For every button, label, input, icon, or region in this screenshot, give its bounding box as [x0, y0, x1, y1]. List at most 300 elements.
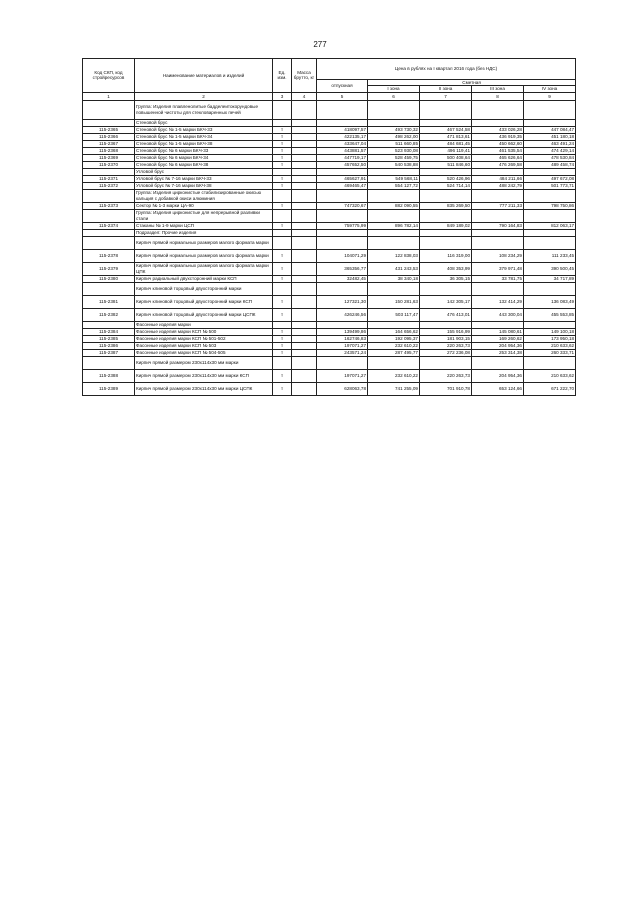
cell-zone1: 232 610,22 [368, 369, 420, 382]
cell-unit: т [273, 369, 292, 382]
group-title: Угловой брус [135, 168, 273, 175]
header-index: 9 [524, 92, 576, 100]
cell-mass [292, 161, 317, 168]
cell-release: 32482,45 [317, 275, 368, 282]
header-code: Код СКП, код стройресурсов [83, 59, 135, 93]
cell-zone1: 896 782,14 [368, 222, 420, 229]
header-index: 4 [292, 92, 317, 100]
cell-code: 115-2388 [83, 369, 135, 382]
cell-zone1: 523 930,08 [368, 147, 420, 154]
empty-cell [292, 100, 317, 119]
cell-mass [292, 349, 317, 356]
empty-cell [273, 100, 292, 119]
empty-cell [420, 209, 472, 222]
cell-code: 115-2366 [83, 133, 135, 140]
table-row [83, 147, 576, 154]
table-row [83, 308, 576, 321]
cell-mass [292, 369, 317, 382]
cell-release: 443881,57 [317, 147, 368, 154]
empty-cell [524, 321, 576, 328]
cell-zone1: 287 495,77 [368, 349, 420, 356]
cell-zone1: 741 255,09 [368, 382, 420, 395]
cell-zone2: 520 426,96 [420, 175, 472, 182]
cell-mass [292, 382, 317, 395]
cell-unit: т [273, 262, 292, 275]
header-index: 6 [368, 92, 420, 100]
empty-cell [524, 209, 576, 222]
cell-name: Сектор № 1-3 марки ЦА-90 [135, 202, 273, 209]
cell-zone3: 484 211,66 [472, 175, 524, 182]
cell-name: Кирпич прямой нормальных размеров малого формата марки ЦПК [135, 262, 273, 275]
cell-code: 115-2385 [83, 335, 135, 342]
cell-zone4: 474 429,14 [524, 147, 576, 154]
cell-zone4: 463 491,24 [524, 140, 576, 147]
cell-zone3: 777 211,33 [472, 202, 524, 209]
cell-name: Кирпич прямой нормальных размеров малого формата марки [135, 249, 273, 262]
cell-mass [292, 175, 317, 182]
cell-zone1: 511 660,85 [368, 140, 420, 147]
cell-mass [292, 126, 317, 133]
empty-cell [420, 282, 472, 295]
empty-cell [524, 100, 576, 119]
cell-unit: т [273, 222, 292, 229]
cell-name: Угловой брус № 7-16 марки БКЧ-38 [135, 182, 273, 189]
header-index: 2 [135, 92, 273, 100]
empty-cell [83, 356, 135, 369]
empty-cell [83, 119, 135, 126]
header-index: 1 [83, 92, 135, 100]
empty-cell [317, 229, 368, 236]
cell-zone2: 408 353,99 [420, 262, 472, 275]
group-title: Группа: Изделия цирконистые для непрерывной разливки стали [135, 209, 273, 222]
cell-zone4: 497 672,08 [524, 175, 576, 182]
cell-release: 759775,99 [317, 222, 368, 229]
cell-zone1: 498 262,00 [368, 133, 420, 140]
cell-zone2: 511 846,60 [420, 161, 472, 168]
cell-unit: т [273, 147, 292, 154]
empty-cell [83, 229, 135, 236]
empty-cell [368, 100, 420, 119]
header-unit: Ед. изм. [273, 59, 292, 93]
page-number: 277 [313, 40, 327, 49]
cell-code: 115-2368 [83, 147, 135, 154]
table-row [83, 342, 576, 349]
cell-release: 426246,56 [317, 308, 368, 321]
group-row [83, 236, 576, 249]
empty-cell [472, 356, 524, 369]
header-estimate: Сметная [368, 80, 576, 86]
empty-cell [83, 100, 135, 119]
cell-zone3: 436 919,35 [472, 133, 524, 140]
table-row [83, 140, 576, 147]
cell-zone2: 849 189,02 [420, 222, 472, 229]
cell-unit: т [273, 295, 292, 308]
header-index: 5 [317, 92, 368, 100]
table-row [83, 249, 576, 262]
empty-cell [524, 229, 576, 236]
cell-name: Стеновой брус № 1-5 марки БКЧ-33 [135, 126, 273, 133]
cell-zone3: 253 314,38 [472, 349, 524, 356]
cell-zone1: 493 730,32 [368, 126, 420, 133]
price-table [82, 58, 576, 396]
empty-cell [292, 119, 317, 126]
empty-cell [292, 168, 317, 175]
cell-name: Стеновой брус № 1-5 марки БКЧ-38 [135, 140, 273, 147]
empty-cell [368, 236, 420, 249]
empty-cell [273, 356, 292, 369]
cell-zone4: 455 553,85 [524, 308, 576, 321]
cell-name: Стеновой брус № 6 марки БКЧ-34 [135, 154, 273, 161]
cell-name: Кирпич клиновой торцовый двухсторонний марки ЦСПК [135, 308, 273, 321]
cell-release: 197071,27 [317, 342, 368, 349]
table-row [83, 126, 576, 133]
cell-code: 115-2373 [83, 202, 135, 209]
cell-zone4: 111 233,45 [524, 249, 576, 262]
cell-zone1: 122 838,03 [368, 249, 420, 262]
cell-name: Фасонные изделия марки КСП № 503 [135, 342, 273, 349]
empty-cell [524, 119, 576, 126]
empty-cell [317, 189, 368, 202]
empty-cell [83, 189, 135, 202]
empty-cell [317, 209, 368, 222]
cell-mass [292, 154, 317, 161]
cell-release: 197071,27 [317, 369, 368, 382]
header-index-row [83, 92, 576, 100]
empty-cell [83, 209, 135, 222]
empty-cell [524, 189, 576, 202]
group-row [83, 189, 576, 202]
group-row [83, 119, 576, 126]
empty-cell [317, 119, 368, 126]
cell-zone2: 467 524,58 [420, 126, 472, 133]
table-row [83, 133, 576, 140]
header-index: 3 [273, 92, 292, 100]
empty-cell [83, 321, 135, 328]
empty-cell [292, 356, 317, 369]
cell-name: Стеновой брус № 6 марки БКЧ-33 [135, 147, 273, 154]
cell-zone1: 528 459,75 [368, 154, 420, 161]
empty-cell [524, 168, 576, 175]
empty-cell [273, 119, 292, 126]
empty-cell [317, 356, 368, 369]
cell-mass [292, 295, 317, 308]
cell-unit: т [273, 382, 292, 395]
cell-zone4: 447 084,47 [524, 126, 576, 133]
cell-zone2: 496 119,41 [420, 147, 472, 154]
empty-cell [472, 282, 524, 295]
cell-unit: т [273, 126, 292, 133]
empty-cell [292, 321, 317, 328]
empty-cell [273, 321, 292, 328]
cell-code: 115-2379 [83, 262, 135, 275]
cell-unit: т [273, 175, 292, 182]
cell-zone1: 431 243,53 [368, 262, 420, 275]
table-row [83, 335, 576, 342]
cell-unit: т [273, 154, 292, 161]
empty-cell [292, 236, 317, 249]
cell-zone4: 173 950,18 [524, 335, 576, 342]
cell-unit: т [273, 182, 292, 189]
empty-cell [420, 119, 472, 126]
group-title: Стеновой брус [135, 119, 273, 126]
cell-name: Кирпич прямой размером 230х114х30 мм марки КСП [135, 369, 273, 382]
empty-cell [368, 229, 420, 236]
cell-mass [292, 328, 317, 335]
cell-code: 115-2374 [83, 222, 135, 229]
empty-cell [273, 209, 292, 222]
header-zone4: IV зона [524, 86, 576, 92]
cell-unit: т [273, 349, 292, 356]
cell-zone2: 220 263,73 [420, 342, 472, 349]
cell-zone4: 210 633,62 [524, 369, 576, 382]
table-row [83, 295, 576, 308]
cell-zone3: 433 026,28 [472, 126, 524, 133]
empty-cell [368, 282, 420, 295]
cell-zone1: 164 656,62 [368, 328, 420, 335]
cell-unit: т [273, 308, 292, 321]
cell-zone4: 489 458,74 [524, 161, 576, 168]
cell-zone4: 136 083,49 [524, 295, 576, 308]
cell-mass [292, 140, 317, 147]
cell-name: Фасонные изделия марки КСП № 501-502 [135, 335, 273, 342]
cell-unit: т [273, 335, 292, 342]
group-row [83, 282, 576, 295]
cell-zone2: 272 236,08 [420, 349, 472, 356]
group-title: Кирпич прямой размером 230х114х30 мм марки [135, 356, 273, 369]
header-index: 8 [472, 92, 524, 100]
table-row [83, 182, 576, 189]
cell-zone3: 450 662,60 [472, 140, 524, 147]
group-row [83, 356, 576, 369]
cell-zone1: 192 095,37 [368, 335, 420, 342]
cell-zone1: 882 090,55 [368, 202, 420, 209]
empty-cell [273, 236, 292, 249]
header-mass: Масса брутто, кг [292, 59, 317, 93]
empty-cell [83, 282, 135, 295]
cell-zone3: 169 260,62 [472, 335, 524, 342]
empty-cell [317, 321, 368, 328]
cell-unit: т [273, 342, 292, 349]
cell-zone3: 132 414,29 [472, 295, 524, 308]
cell-unit: т [273, 140, 292, 147]
empty-cell [83, 168, 135, 175]
cell-zone2: 116 319,00 [420, 249, 472, 262]
cell-name: Фасонные изделия марки КСП № 504-505 [135, 349, 273, 356]
empty-cell [317, 282, 368, 295]
cell-zone3: 33 781,75 [472, 275, 524, 282]
header-name: Наименование материалов и изделий [135, 59, 273, 93]
cell-zone2: 484 681,45 [420, 140, 472, 147]
cell-zone4: 149 100,18 [524, 328, 576, 335]
cell-release: 127321,30 [317, 295, 368, 308]
cell-mass [292, 262, 317, 275]
cell-code: 115-2380 [83, 275, 135, 282]
header-zone2: II зона [420, 86, 472, 92]
cell-code: 115-2384 [83, 328, 135, 335]
group-title: Кирпич прямой нормальных размеров малого формата марки [135, 236, 273, 249]
cell-zone3: 443 300,04 [472, 308, 524, 321]
cell-code: 115-2370 [83, 161, 135, 168]
empty-cell [273, 282, 292, 295]
empty-cell [420, 236, 472, 249]
cell-zone2: 476 413,01 [420, 308, 472, 321]
cell-zone1: 232 610,22 [368, 342, 420, 349]
header-index: 7 [420, 92, 472, 100]
empty-cell [292, 209, 317, 222]
cell-zone4: 501 773,71 [524, 182, 576, 189]
header-zone1: I зона [368, 86, 420, 92]
cell-zone4: 34 717,89 [524, 275, 576, 282]
empty-cell [472, 168, 524, 175]
cell-zone4: 671 222,70 [524, 382, 576, 395]
cell-zone3: 204 954,36 [472, 369, 524, 382]
cell-zone2: 500 408,64 [420, 154, 472, 161]
cell-unit: т [273, 275, 292, 282]
cell-release: 433647,04 [317, 140, 368, 147]
cell-mass [292, 222, 317, 229]
cell-code: 115-2381 [83, 295, 135, 308]
cell-zone4: 798 750,86 [524, 202, 576, 209]
cell-zone3: 488 242,79 [472, 182, 524, 189]
cell-code: 115-2372 [83, 182, 135, 189]
table-row [83, 369, 576, 382]
empty-cell [368, 209, 420, 222]
cell-unit: т [273, 249, 292, 262]
empty-cell [368, 356, 420, 369]
empty-cell [273, 189, 292, 202]
cell-zone1: 540 538,88 [368, 161, 420, 168]
cell-name: Кирпич радиальный двухсторонний марки КСП [135, 275, 273, 282]
table-row [83, 154, 576, 161]
cell-release: 469465,47 [317, 182, 368, 189]
cell-release: 457652,50 [317, 161, 368, 168]
cell-zone4: 812 063,17 [524, 222, 576, 229]
cell-release: 628063,78 [317, 382, 368, 395]
header-price-title: Цена в рублях на I квартал 2016 года (без НДС) [317, 59, 576, 80]
table-row [83, 175, 576, 182]
cell-zone1: 150 281,63 [368, 295, 420, 308]
cell-name: Стеновой брус № 6 марки БКЧ-38 [135, 161, 273, 168]
cell-name: Стаканы № 1-9 марки ЦСП [135, 222, 273, 229]
cell-zone2: 220 263,73 [420, 369, 472, 382]
empty-cell [420, 100, 472, 119]
cell-release: 447719,17 [317, 154, 368, 161]
cell-release: 422135,17 [317, 133, 368, 140]
empty-cell [292, 189, 317, 202]
cell-zone2: 471 813,61 [420, 133, 472, 140]
cell-unit: т [273, 328, 292, 335]
cell-code: 115-2389 [83, 382, 135, 395]
cell-release: 418097,57 [317, 126, 368, 133]
cell-zone1: 554 127,72 [368, 182, 420, 189]
group-title: Подраздел: Прочие изделия [135, 229, 273, 236]
cell-zone3: 653 124,66 [472, 382, 524, 395]
cell-zone2: 142 305,17 [420, 295, 472, 308]
cell-name: Фасонные изделия марки КСП № 500 [135, 328, 273, 335]
empty-cell [273, 168, 292, 175]
cell-release: 243571,24 [317, 349, 368, 356]
cell-code: 115-2365 [83, 126, 135, 133]
table-row [83, 161, 576, 168]
cell-code: 115-2387 [83, 349, 135, 356]
cell-code: 115-2386 [83, 342, 135, 349]
empty-cell [317, 168, 368, 175]
empty-cell [472, 189, 524, 202]
group-title: Группа: Изделия плавленолитые бадделеитокорундовые повышенной чистоты для стекловаренных печей [135, 100, 273, 119]
group-row [83, 100, 576, 119]
cell-release: 104071,29 [317, 249, 368, 262]
table-row [83, 275, 576, 282]
group-title: Группа: Изделия цирконистые стабилизированные окисью кальция с добавкой окиси алюминия [135, 189, 273, 202]
empty-cell [524, 356, 576, 369]
empty-cell [472, 229, 524, 236]
cell-zone4: 260 333,71 [524, 349, 576, 356]
group-row [83, 168, 576, 175]
cell-mass [292, 147, 317, 154]
table-row [83, 222, 576, 229]
cell-zone3: 461 535,54 [472, 147, 524, 154]
cell-unit: т [273, 202, 292, 209]
header-zone3: III зона [472, 86, 524, 92]
empty-cell [292, 229, 317, 236]
cell-zone4: 390 500,45 [524, 262, 576, 275]
empty-cell [420, 321, 472, 328]
cell-mass [292, 308, 317, 321]
empty-cell [420, 356, 472, 369]
cell-zone4: 210 633,62 [524, 342, 576, 349]
empty-cell [317, 100, 368, 119]
cell-zone2: 155 916,99 [420, 328, 472, 335]
empty-cell [368, 119, 420, 126]
empty-cell [472, 100, 524, 119]
group-title: Фасонные изделия марки [135, 321, 273, 328]
cell-code: 115-2369 [83, 154, 135, 161]
empty-cell [83, 236, 135, 249]
group-title: Кирпич клиновой торцовый двухсторонний марки [135, 282, 273, 295]
cell-zone1: 549 568,11 [368, 175, 420, 182]
cell-zone2: 181 903,15 [420, 335, 472, 342]
cell-zone3: 379 971,48 [472, 262, 524, 275]
empty-cell [368, 189, 420, 202]
cell-code: 115-2382 [83, 308, 135, 321]
cell-mass [292, 342, 317, 349]
table-row [83, 328, 576, 335]
cell-code: 115-2378 [83, 249, 135, 262]
cell-unit: т [273, 133, 292, 140]
cell-zone1: 503 117,47 [368, 308, 420, 321]
cell-zone2: 835 269,50 [420, 202, 472, 209]
cell-unit: т [273, 161, 292, 168]
empty-cell [524, 236, 576, 249]
cell-mass [292, 275, 317, 282]
cell-mass [292, 335, 317, 342]
cell-zone2: 701 910,78 [420, 382, 472, 395]
cell-release: 465627,91 [317, 175, 368, 182]
cell-zone3: 790 164,83 [472, 222, 524, 229]
empty-cell [292, 282, 317, 295]
cell-code: 115-2367 [83, 140, 135, 147]
cell-name: Угловой брус № 7-16 марки БКЧ-33 [135, 175, 273, 182]
cell-release: 365356,77 [317, 262, 368, 275]
table-body [83, 100, 576, 395]
cell-name: Кирпич клиновой торцовый двухсторонний марки КСП [135, 295, 273, 308]
empty-cell [420, 189, 472, 202]
empty-cell [420, 229, 472, 236]
cell-zone4: 451 180,18 [524, 133, 576, 140]
empty-cell [368, 168, 420, 175]
cell-release: 162746,83 [317, 335, 368, 342]
group-row [83, 229, 576, 236]
